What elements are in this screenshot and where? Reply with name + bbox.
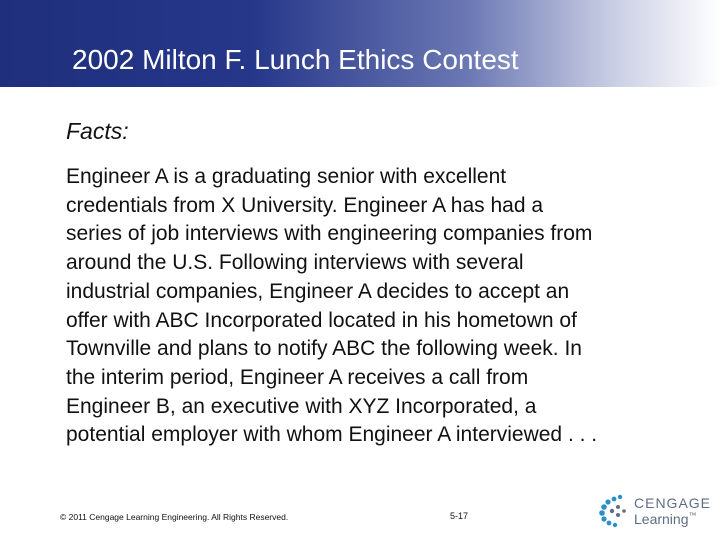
- slide-title: 2002 Milton F. Lunch Ethics Contest: [72, 44, 519, 75]
- logo-dots-icon: [598, 493, 634, 529]
- body-line: industrial companies, Engineer A decides to accept an: [66, 279, 570, 303]
- body-line: potential employer with whom Engineer A interviewed . . .: [66, 423, 598, 447]
- title-bar: [0, 0, 720, 87]
- footer-page-number: 5-17: [450, 511, 469, 521]
- cengage-logo: [598, 493, 713, 529]
- footer-copyright: © 2011 Cengage Learning Engineering. All Rights Reserved.: [60, 512, 289, 522]
- body-line: Engineer B, an executive with XYZ Incorporated, a: [66, 394, 537, 418]
- logo-trademark: ™: [688, 511, 697, 520]
- body-line: series of job interviews with engineering companies from: [66, 222, 593, 246]
- facts-body: [66, 163, 696, 450]
- body-line: Engineer A is a graduating senior with excellent: [66, 165, 507, 188]
- logo-wordmark-learning: Learning: [634, 511, 689, 527]
- facts-label: Facts:: [66, 118, 129, 144]
- body-line: the interim period, Engineer A receives a call from: [66, 365, 529, 389]
- body-line: credentials from X University. Engineer A has had a: [66, 193, 544, 217]
- body-line: offer with ABC Incorporated located in his hometown of: [66, 308, 577, 332]
- body-line: around the U.S. Following interviews with several: [66, 251, 524, 275]
- logo-wordmark-bottom: [634, 511, 697, 527]
- body-line: Townville and plans to notify ABC the following week. In: [66, 337, 582, 361]
- logo-wordmark-top: CENGAGE: [634, 495, 712, 511]
